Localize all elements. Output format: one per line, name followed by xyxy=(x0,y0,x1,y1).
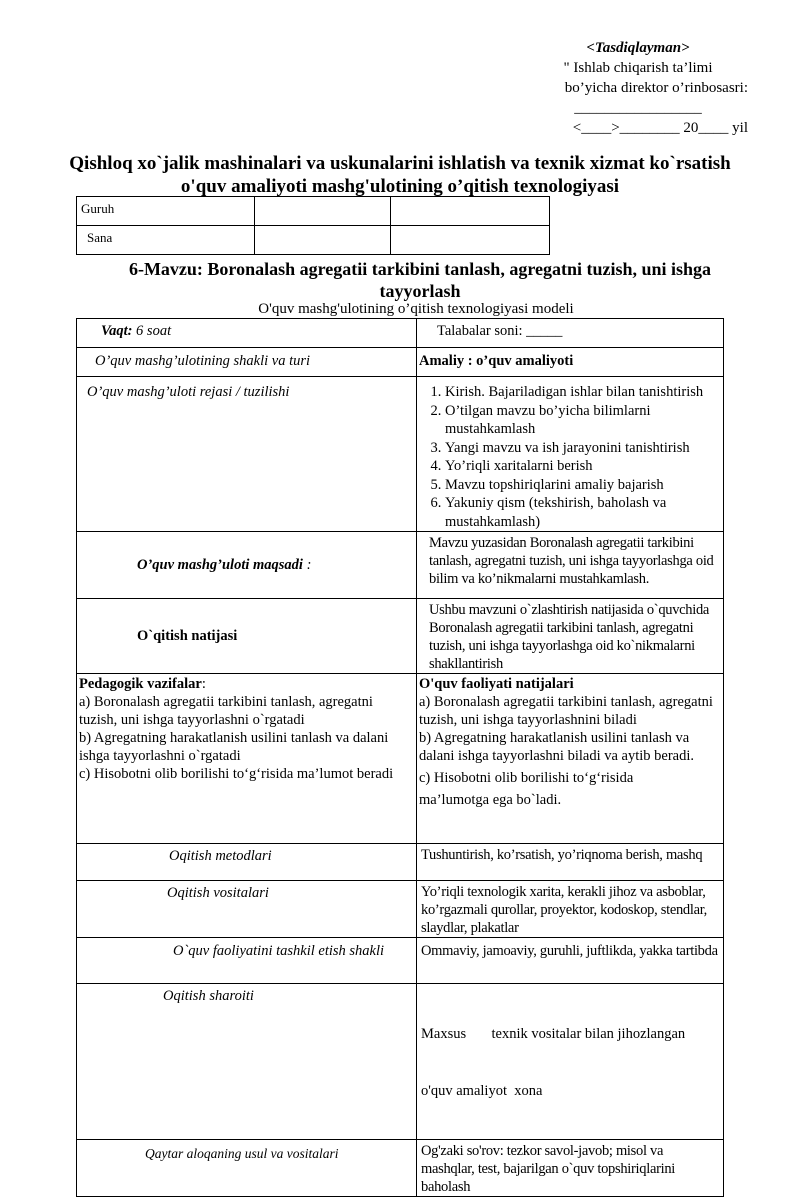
document-title-line-2: o'quv amaliyoti mashg'ulotining o’qitish texnologiyasi xyxy=(180,176,620,197)
plan-item: 5. Mavzu topshiriqlarini amaliy bajarish xyxy=(445,476,719,495)
conditions-value-line-2: o'quv amaliyot xona xyxy=(421,1083,543,1099)
goal-colon: : xyxy=(302,557,312,573)
lesson-model-table xyxy=(76,318,724,1197)
plan-item: 3. Yangi mavzu va ish jarayonini tanishtirish xyxy=(445,439,719,458)
row-organization xyxy=(77,938,724,984)
plan-cell xyxy=(417,377,724,532)
act-result-a: a) Boronalash agregatii tarkibini tanlash, agregatni tuzish, uni ishga tayyorlashnini biladi xyxy=(419,694,713,728)
topic-line-1: 6-Mavzu: Boronalash agregatii tarkibini tanlash, agregatni tuzish, uni ishga xyxy=(128,259,712,279)
approval-heading: <Tasdiqlayman> xyxy=(586,40,690,56)
act-result-c-line-2: ma’lumotga ega bo`ladi. xyxy=(419,792,562,808)
plan-item: 2. O’tilgan mavzu bo’yicha bilimlarni mustahkamlash xyxy=(445,402,719,439)
result-label: O`qitish natijasi xyxy=(77,599,417,674)
document-title xyxy=(40,152,760,198)
ped-task-b: b) Agregatning harakatlanish usilini tanlash va dalani ishga tayyorlashni o`rgatadi xyxy=(79,730,389,764)
ped-task-a: a) Boronalash agregatii tarkibini tanlash, agregatni tuzish, uni ishga tayyorlashni o`rgatadi xyxy=(79,694,373,728)
form-label: O’quv mashg’ulotining shakli va turi xyxy=(77,348,417,377)
group-cell-2 xyxy=(391,197,550,226)
tools-label: Oqitish vositalari xyxy=(77,881,417,938)
topic-heading xyxy=(90,258,750,302)
students-cell: Talabalar soni: _____ xyxy=(417,319,724,348)
goal-label-cell xyxy=(77,532,417,599)
plan-label: O’quv mashg’uloti rejasi / tuzilishi xyxy=(77,377,417,532)
ped-task-c: c) Hisobotni olib borilishi to‘g‘risida ma’lumot beradi xyxy=(79,766,394,782)
conditions-value-line-1: Maxsus texnik vositalar bilan jihozlangan xyxy=(421,1026,686,1042)
approval-date-line: <____>________ 20____ yil xyxy=(572,120,748,136)
plan-list xyxy=(419,383,719,531)
conditions-value xyxy=(417,984,724,1140)
tools-value: Yo’riqli texnologik xarita, kerakli jihoz va asboblar, ko’rgazmali qurollar, proyektor, kodoskop, stendlar, slaydlar, plakatlar xyxy=(417,881,724,938)
act-result-b: b) Agregatning harakatlanish usilini tanlash va dalani ishga tayyorlashni biladi va aytib beradi. xyxy=(419,730,695,764)
row-result xyxy=(77,599,724,674)
organization-label: O`quv faoliyatini tashkil etish shakli xyxy=(77,938,417,984)
plan-item: 1. Kirish. Bajariladigan ishlar bilan tanishtirish xyxy=(445,383,719,402)
row-plan xyxy=(77,377,724,532)
row-tasks xyxy=(77,674,724,844)
row-methods xyxy=(77,844,724,881)
methods-label: Oqitish metodlari xyxy=(77,844,417,881)
ped-tasks-cell xyxy=(77,674,417,844)
document-title-line-1: Qishloq xo`jalik mashinalari va uskunalarini ishlatish va texnik xizmat ko`rsatish xyxy=(69,153,731,174)
time-value: 6 soat xyxy=(132,323,172,339)
goal-value: Mavzu yuzasidan Boronalash agregatii tarkibini tanlash, agregatni tuzish, uni ishga tayyorlashga oid bilim va ko’nikmalarni mustahkamlash. xyxy=(417,532,724,599)
approval-line-1: " Ishlab chiqarish ta’limi xyxy=(563,60,713,76)
organization-value: Ommaviy, jamoaviy, guruhli, juftlikda, yakka tartibda xyxy=(417,938,724,984)
feedback-value: Og'zaki so'rov: tezkor savol-javob; misol va mashqlar, test, bajarilgan o`quv topshiriqlarini baholash xyxy=(417,1140,724,1197)
date-cell-1 xyxy=(255,226,391,255)
date-row xyxy=(77,226,550,255)
plan-item: 6. Yakuniy qism (tekshirish, baholash va mustahkamlash) xyxy=(445,494,719,531)
date-cell-2 xyxy=(391,226,550,255)
group-cell-1 xyxy=(255,197,391,226)
time-cell xyxy=(77,319,417,348)
ped-colon: : xyxy=(201,676,206,692)
row-feedback xyxy=(77,1140,724,1197)
act-result-c-line-1: c) Hisobotni olib borilishi to‘g‘risida xyxy=(419,770,634,786)
date-label: Sana xyxy=(77,226,255,255)
plan-item: 4. Yo’riqli xaritalarni berish xyxy=(445,457,719,476)
conditions-label: Oqitish sharoiti xyxy=(77,984,417,1140)
activity-results-cell xyxy=(417,674,724,844)
row-conditions xyxy=(77,984,724,1140)
row-form xyxy=(77,348,724,377)
row-time xyxy=(77,319,724,348)
topic-line-2: tayyorlash xyxy=(379,281,461,301)
feedback-label: Qaytar aloqaning usul va vositalari xyxy=(77,1140,417,1197)
form-value: Amaliy : o’quv amaliyoti xyxy=(417,348,724,377)
act-heading: O'quv faoliyati natijalari xyxy=(419,676,574,692)
methods-value: Tushuntirish, ko’rsatish, yo’riqnoma berish, mashq xyxy=(417,844,724,881)
group-row xyxy=(77,197,550,226)
approval-line-2: bo’yicha direktor o’rinbosasri: xyxy=(564,80,748,96)
approval-block xyxy=(528,38,748,138)
result-value: Ushbu mavzuni o`zlashtirish natijasida o`quvchida Boronalash agregatii tarkibini tanlash, agregatni tuzish, uni ishga tayyorlashga oid ko`nikmalarni shakllantirish xyxy=(417,599,724,674)
group-date-table xyxy=(76,196,550,255)
approval-signature-line: _________________ xyxy=(574,100,702,116)
ped-heading: Pedagogik vazifalar xyxy=(79,676,202,692)
model-caption: O'quv mashg'ulotining o’qitish texnologiyasi modeli xyxy=(258,301,574,317)
row-goal xyxy=(77,532,724,599)
row-tools xyxy=(77,881,724,938)
group-label: Guruh xyxy=(77,197,255,226)
goal-label: O’quv mashg’uloti maqsadi xyxy=(137,557,303,573)
time-label: Vaqt: xyxy=(101,323,133,339)
